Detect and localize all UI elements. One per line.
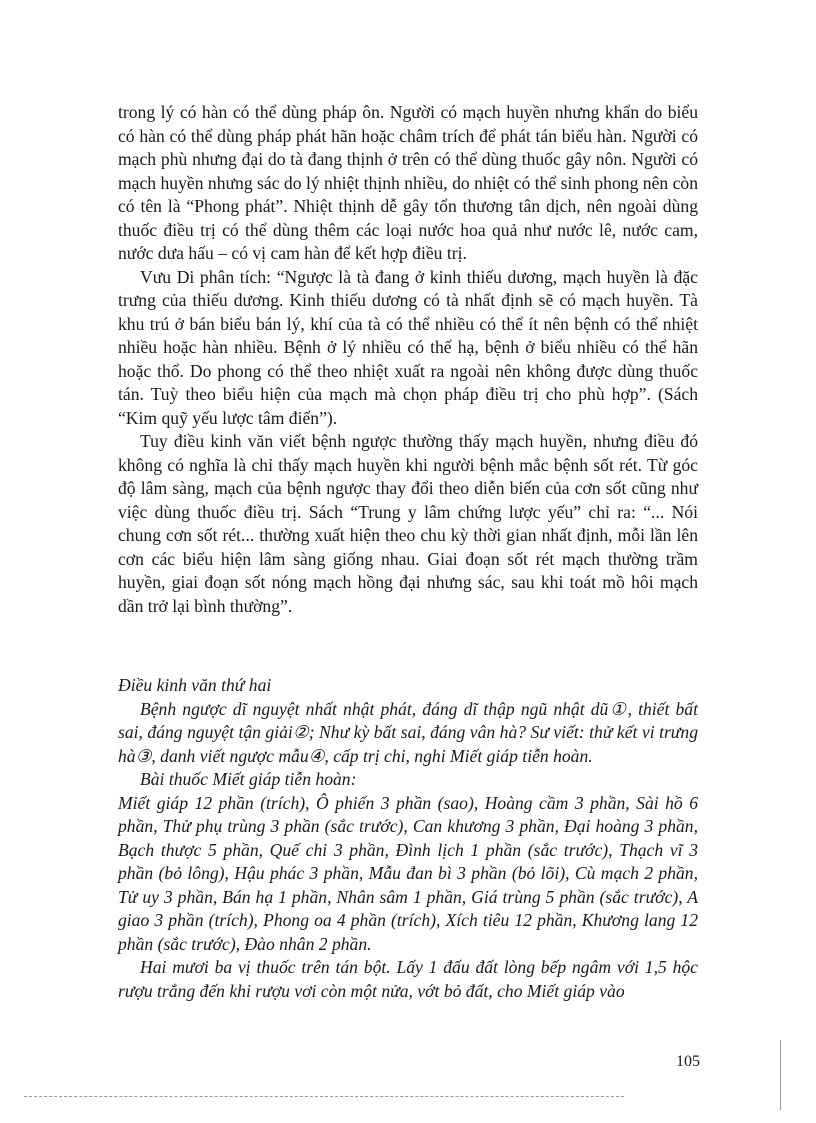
body-paragraph-1: trong lý có hàn có thể dùng pháp ôn. Người có mạch huyền nhưng khẩn do biểu có hàn có thể dùng pháp phát hãn hoặc châm trích để phát tán biểu hàn. Người có mạch phù nhưng đại do tà đang thịnh ở trên có thể dùng thuốc gây nôn. Người có mạch huyền nhưng sác do lý nhiệt thịnh nhiều, do nhiệt có thể sinh phong nên còn có tên là “Phong phát”. Nhiệt thịnh dễ gây tổn thương tân dịch, nên ngoài dùng thuốc điều trị có thể dùng thêm các loại nước hoa quả như nước lê, nước cam, nước dưa hấu – có vị cam hàn để kết hợp điều trị. (118, 102, 698, 263)
section-heading: Điều kinh văn thứ hai (118, 675, 272, 695)
formula-title: Bài thuốc Miết giáp tiễn hoàn: (140, 769, 357, 789)
page-body (118, 101, 698, 618)
classic-text-section (118, 674, 698, 1003)
crop-mark-bottom (24, 1096, 624, 1097)
body-paragraph-2: Vưu Di phân tích: “Ngược là tà đang ở kinh thiếu dương, mạch huyền là đặc trưng của thiếu dương. Kinh thiếu dương có tà nhất định sẽ có mạch huyền. Tà khu trú ở bán biểu bán lý, khí của tà có thể nhiều có thể ít nên bệnh có thể nhiệt nhiều hoặc hàn nhiều. Bệnh ở lý nhiều có thể hạ, bệnh ở biểu nhiều có thể hãn hoặc thổ. Do phong có thể theo nhiệt xuất ra ngoài nên không được dùng thuốc tán. Tuỳ theo biểu hiện của mạch mà chọn pháp điều trị cho phù hợp”. (Sách “Kim quỹ yếu lược tâm điển”). (118, 266, 698, 428)
page-number: 105 (676, 1053, 700, 1070)
crop-mark-right (780, 1040, 781, 1110)
preparation-text: Hai mươi ba vị thuốc trên tán bột. Lấy 1 đấu đất lòng bếp ngâm với 1,5 hộc rượu trắng đến khi rượu vơi còn một nửa, vớt bỏ đất, cho Miết giáp vào (118, 957, 698, 1001)
formula-ingredients: Miết giáp 12 phần (trích), Ô phiến 3 phần (sao), Hoàng cầm 3 phần, Sài hồ 6 phần, Thử phụ trùng 3 phần (sắc trước), Can khương 3 phần, Đại hoàng 3 phần, Bạch thược 5 phần, Quế chi 3 phần, Đình lịch 1 phần (sắc trước), Thạch vĩ 3 phần (bỏ lông), Hậu phác 3 phần, Mẫu đan bì 3 phần (bỏ lõi), Cù mạch 2 phần, Tử uy 3 phần, Bán hạ 1 phần, Nhân sâm 1 phần, Giá trùng 5 phần (sắc trước), A giao 3 phần (trích), Phong oa 4 phần (trích), Xích tiêu 12 phần, Khương lang 12 phần (sắc trước), Đào nhân 2 phần. (118, 792, 698, 954)
classic-text: Bệnh ngược dĩ nguyệt nhất nhật phát, đáng dĩ thập ngũ nhật dũ①, thiết bất sai, đáng nguyệt tận giải②; Như kỳ bất sai, đáng vân hà? Sư viết: thử kết vi trưng hà③, danh viết ngược mẫu④, cấp trị chi, nghi Miết giáp tiễn hoàn. (118, 698, 698, 766)
body-paragraph-3: Tuy điều kinh văn viết bệnh ngược thường thấy mạch huyền, nhưng điều đó không có nghĩa là chỉ thấy mạch huyền khi người bệnh mắc bệnh sốt rét. Từ góc độ lâm sàng, mạch của bệnh ngược thay đổi theo diễn biến của cơn sốt cũng như việc dùng thuốc điều trị. Sách “Trung y lâm chứng lược yếu” chỉ ra: “... Nói chung cơn sốt rét... thường xuất hiện theo chu kỳ thời gian nhất định, mỗi lần lên cơn các biểu hiện lâm sàng giống nhau. Giai đoạn sốt rét mạch thường trầm huyền, giai đoạn sốt nóng mạch hồng đại nhưng sác, sau khi toát mồ hôi mạch dần trở lại bình thường”. (118, 431, 698, 616)
